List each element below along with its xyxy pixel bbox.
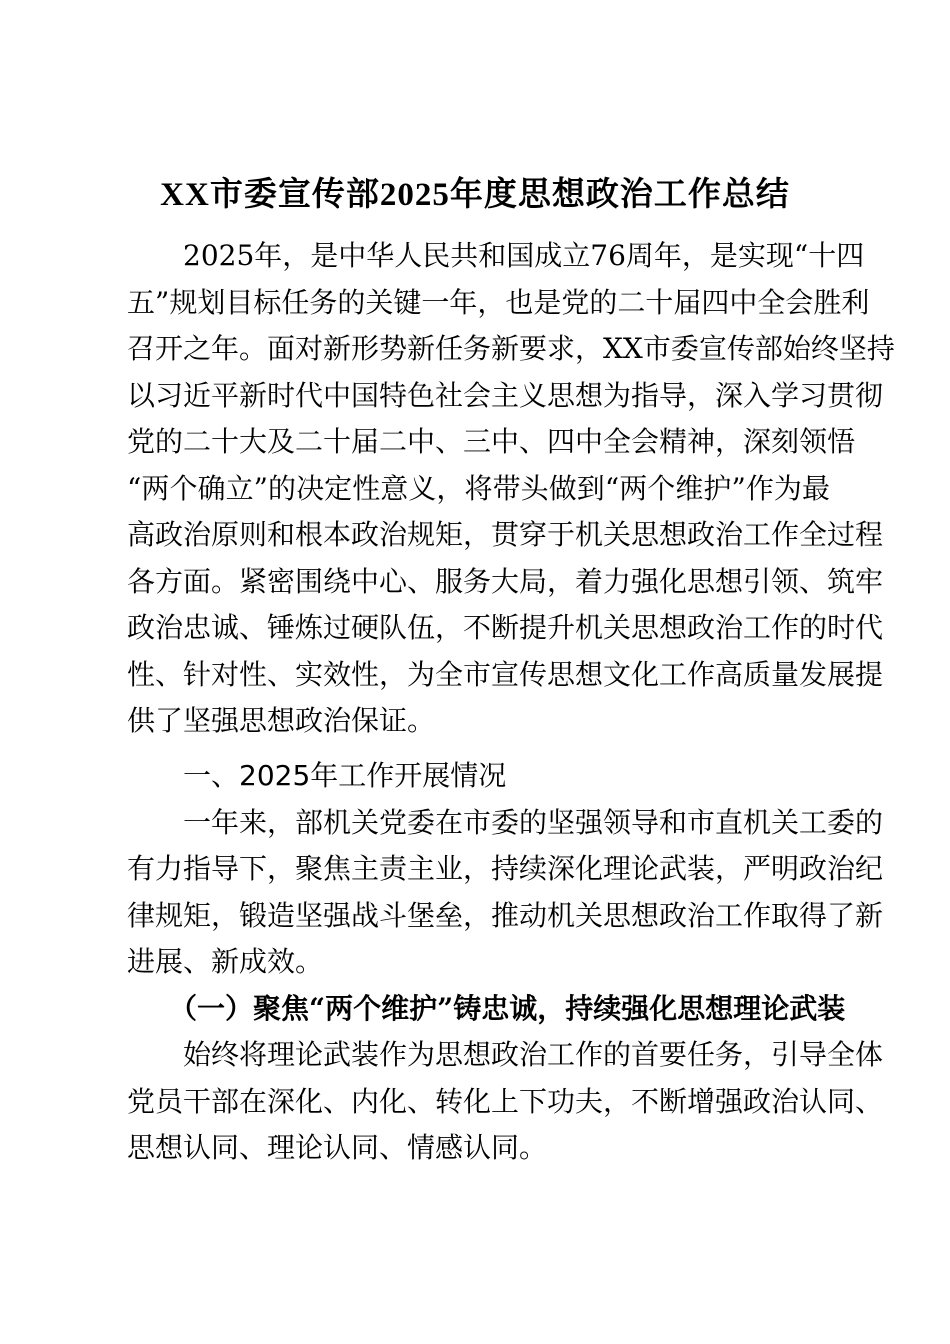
text-line: 性、针对性、实效性，为全市宣传思想文化工作高质量发展提	[127, 657, 884, 691]
text-line: 高政治原则和根本政治规矩，贯穿于机关思想政治工作全过程	[127, 518, 884, 551]
text-line: 党的二十大及二十届二中、三中、四中全会精神，深刻领悟	[127, 425, 856, 458]
text-line: 始终将理论武装作为思想政治工作的首要任务，引导全体	[183, 1038, 884, 1071]
text-line: 思想认同、理论认同、情感认同。	[127, 1131, 548, 1164]
text-line: 五”规划目标任务的关键一年，也是党的二十届四中全会胜利	[127, 285, 870, 319]
text-line: 以习近平新时代中国特色社会主义思想为指导，深入学习贯彻	[127, 378, 884, 412]
intro-paragraph	[127, 233, 895, 745]
section-heading: 一、2025年工作开展情况	[183, 759, 507, 792]
section-1	[127, 753, 884, 1172]
text-line: 一年来，部机关党委在市委的坚强领导和市直机关工委的	[183, 805, 884, 839]
text-line: 党员干部在深化、内化、转化上下功夫，不断增强政治认同、	[127, 1084, 884, 1118]
text-line: 政治忠诚、锤炼过硬队伍，不断提升机关思想政治工作的时代	[127, 611, 884, 644]
text-line: 供了坚强思想政治保证。	[127, 704, 436, 737]
text-line: 进展、新成效。	[127, 945, 324, 978]
text-line: 2025年，是中华人民共和国成立76周年，是实现“十四	[183, 239, 865, 272]
document-title: XX市委宣传部2025年度思想政治工作总结	[160, 177, 790, 213]
text-line: 各方面。紧密围绕中心、服务大局，着力强化思想引领、筑牢	[127, 564, 884, 598]
text-line: “两个确立”的决定性意义，将带头做到“两个维护”作为最	[127, 471, 830, 505]
text-line: 召开之年。面对新形势新任务新要求，XX市委宣传部始终坚持	[127, 332, 895, 365]
text-line: 律规矩，锻造坚强战斗堡垒，推动机关思想政治工作取得了新	[127, 898, 884, 932]
text-line: 有力指导下，聚焦主责主业，持续深化理论武装，严明政治纪	[127, 852, 884, 885]
subsection-heading: （一）聚焦“两个维护”铸忠诚，持续强化思想理论武装	[169, 991, 846, 1025]
